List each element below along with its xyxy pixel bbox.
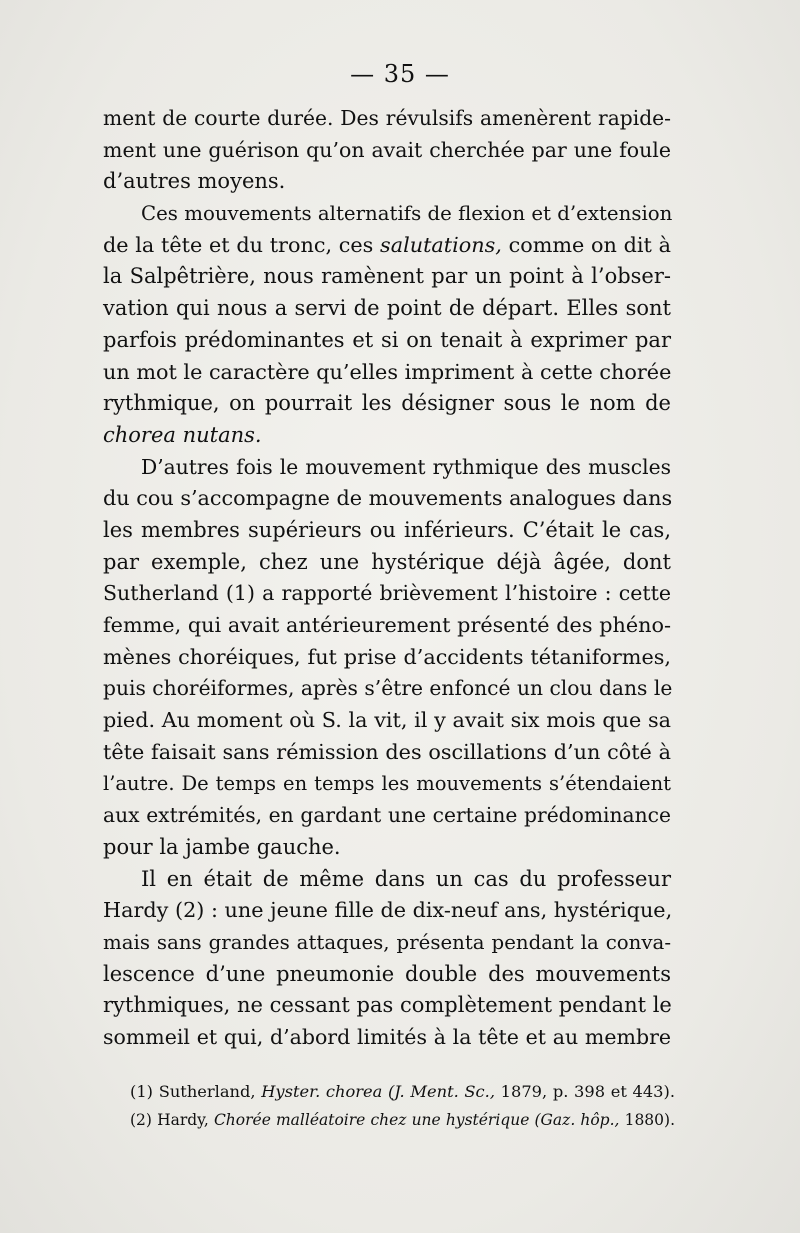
text-line: la Salpêtrière, nous ramènent par un point à l’obser- (103, 264, 671, 289)
text-line: mais sans grandes attaques, présenta pendant la conva- (103, 930, 671, 954)
paragraph-start-line: D’autres fois le mouvement rythmique des muscles (141, 454, 671, 479)
footnote-reference: 1879, p. 398 et 443). (500, 1082, 676, 1101)
text-line: sommeil et qui, d’abord limités à la tête et au membre (103, 1024, 671, 1049)
text-line: tête faisait sans rémission des oscillations d’un côté à (103, 739, 671, 764)
footnote-work: Chorée malléatoire chez une hystérique (Gaz. hôp., (213, 1111, 620, 1129)
text-line: ment de courte durée. Des révulsifs amenèrent rapide- (103, 106, 671, 130)
text-line: Hardy (2) : une jeune fille de dix-neuf ans, hystérique, (103, 898, 673, 923)
footnote-author: Sutherland, (158, 1082, 256, 1101)
text-line: pour la jambe gauche. (103, 834, 341, 859)
text-line: l’autre. De temps en temps les mouvements s’étendaient (103, 772, 671, 796)
text-line: rythmiques, ne cessant pas complètement pendant le (103, 993, 672, 1018)
text-line: Sutherland (1) a rapporté brièvement l’histoire : cette (103, 581, 671, 606)
text-line: vation qui nous a servi de point de départ. Elles sont (103, 296, 671, 321)
text-line: puis choréiformes, après s’être enfoncé un clou dans le (103, 676, 673, 701)
paragraph-start-line: Il en était de même dans un cas du professeur (141, 866, 671, 891)
footnote-2 (130, 1106, 675, 1134)
text-line: mènes choréiques, fut prise d’accidents tétaniformes, (103, 644, 671, 669)
text-line: femme, qui avait antérieurement présenté des phéno- (103, 613, 671, 637)
text-line: rythmique, on pourrait les désigner sous le nom de (103, 391, 671, 416)
footnote-author: Hardy, (157, 1111, 209, 1129)
text-line: un mot le caractère qu’elles impriment à cette chorée (103, 359, 672, 384)
footnote-reference: 1880). (624, 1111, 675, 1129)
text-line: par exemple, chez une hystérique déjà âgée, dont (103, 549, 671, 574)
text-run: de la tête et du tronc, ces (103, 232, 381, 257)
footnote-marker: (2) (130, 1111, 152, 1129)
text-line: parfois prédominantes et si on tenait à exprimer par (103, 327, 671, 352)
italic-term-chorea-nutans: chorea nutans. (103, 422, 262, 447)
text-line: les membres supérieurs ou inférieurs. C’était le cas, (103, 517, 671, 542)
italic-term-salutations: salutations, (380, 232, 502, 257)
text-line: ment une guérison qu’on avait cherchée par une foule (103, 137, 671, 162)
text-line: lescence d’une pneumonie double des mouvements (103, 961, 671, 986)
text-line (103, 230, 671, 262)
footnote-1 (130, 1078, 675, 1106)
footnote-work: Hyster. chorea (J. Ment. Sc., (261, 1082, 495, 1101)
text-line: aux extrémités, en gardant une certaine prédominance (103, 803, 671, 828)
text-line: d’autres moyens. (103, 169, 286, 194)
text-line: du cou s’accompagne de mouvements analogues dans (103, 486, 673, 511)
footnote-marker: (1) (130, 1082, 154, 1101)
main-text (103, 103, 671, 1054)
page-number: — 35 — (350, 60, 450, 88)
text-line: pied. Au moment où S. la vit, il y avait six mois que sa (103, 708, 671, 733)
footnotes (130, 1078, 675, 1134)
paragraph-start-line: Ces mouvements alternatifs de flexion et d’extension (141, 202, 673, 226)
text-run: comme on dit à (501, 232, 671, 257)
